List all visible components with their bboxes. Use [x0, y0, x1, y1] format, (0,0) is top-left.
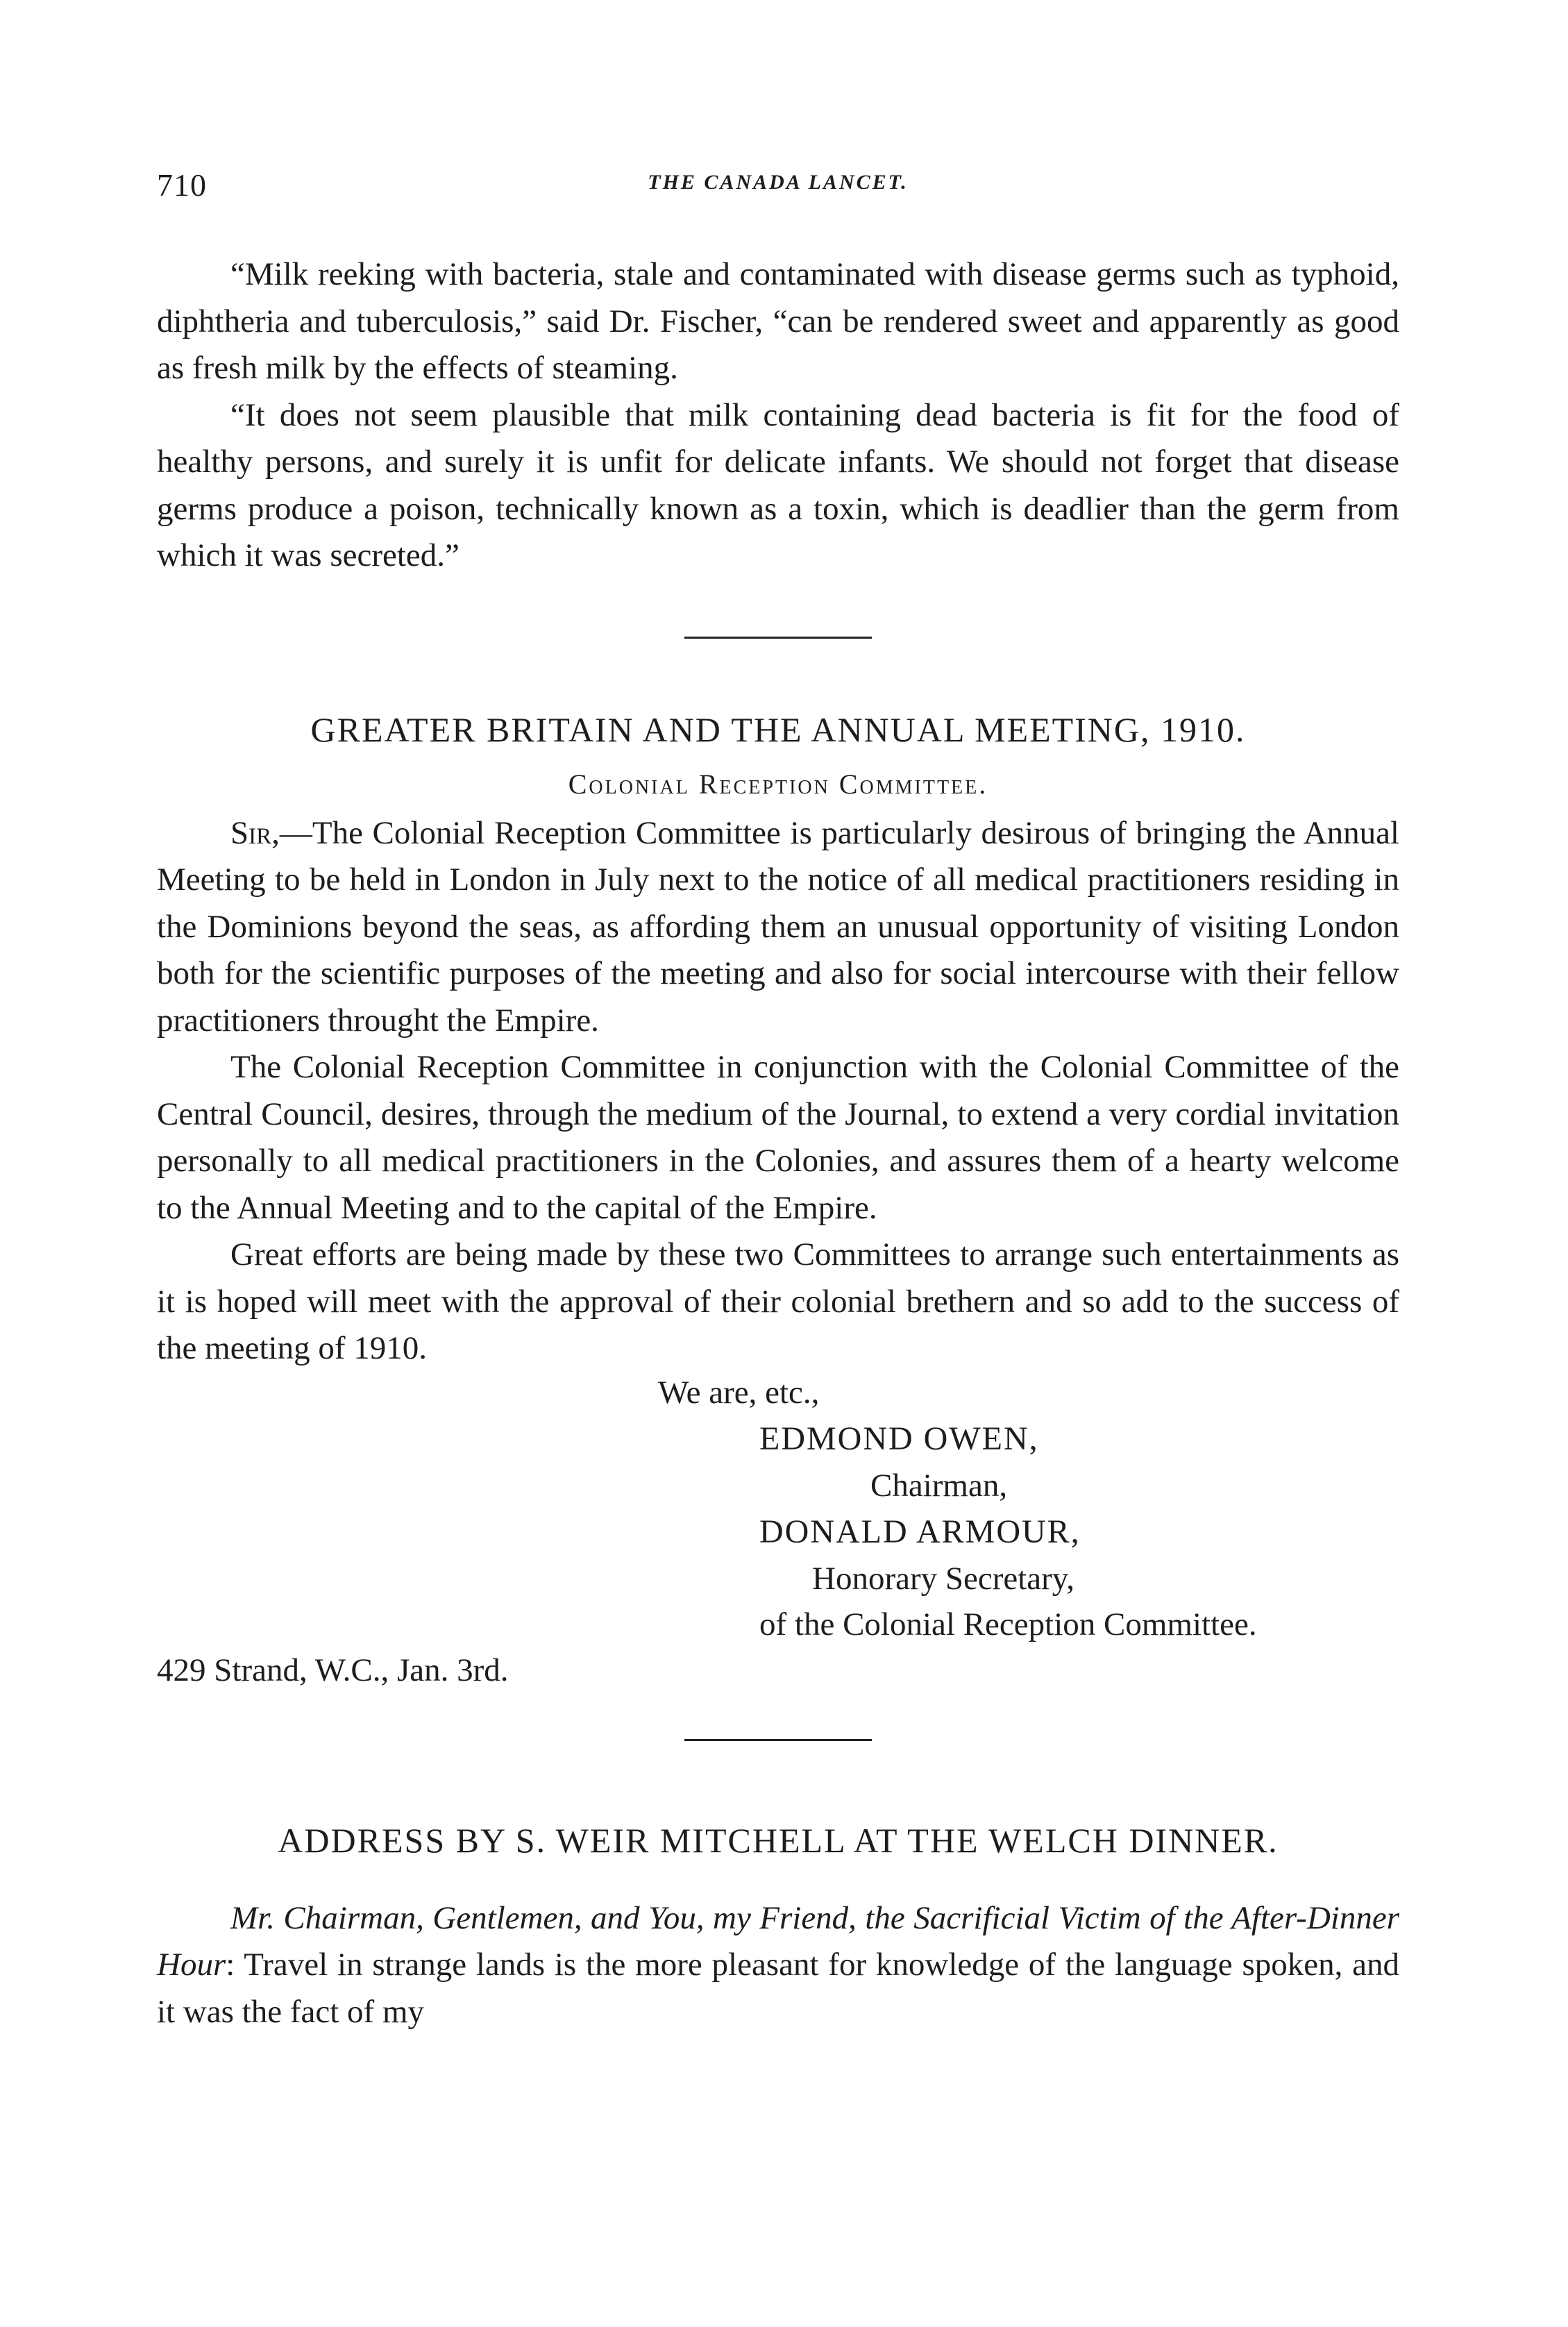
address-title: ADDRESS BY S. WEIR MITCHELL AT THE WELCH DINNER. — [278, 1820, 1279, 1860]
signer-name-1: EDMOND OWEN, — [759, 1420, 1039, 1457]
running-head — [157, 167, 1399, 208]
letter-closing: We are, etc., — [658, 1374, 820, 1411]
committee-line: of the Colonial Reception Committee. — [759, 1606, 1257, 1643]
letter-paragraph-1-text: —The Colonial Reception Committee is particularly desirous of bringing the Annual Meeting to be held in London in July next to the notice of all medical practitioners residing in the Dominions beyond the seas, as affording them an unusual opportunity of visiting London both for the scientific purposes of the meeting and also for social intercourse with their fellow practitioners throught the Empire. — [157, 814, 1399, 1039]
signature-block — [157, 1372, 1399, 1688]
address-salutation: Mr. Chairman, Gentlemen, and You, my Friend, the Sacrificial Victim of the After-Dinner Hour — [157, 1899, 1399, 1983]
quote-paragraph-1: “Milk reeking with bacteria, stale and contaminated with disease germs such as typhoid, diphtheria and tuberculosis,” said Dr. Fischer, “can be rendered sweet and apparently as good as fresh milk by the effects of steaming. — [157, 256, 1399, 386]
signer-role-1: Chairman, — [870, 1467, 1008, 1504]
page-number: 710 — [157, 167, 207, 203]
journal-title: THE CANADA LANCET. — [648, 171, 909, 194]
section-divider — [684, 637, 872, 639]
section-divider — [684, 1739, 872, 1741]
signer-role-2: Honorary Secretary, — [812, 1560, 1074, 1597]
letter-paragraph-2: The Colonial Reception Committee in conjunction with the Colonial Committee of the Central Council, desires, through the medium of the Journal, to extend a very cordial invitation personally to all medical practitioners in the Colonies, and assures them of a hearty welcome to the Annual Meeting and to the capital of the Empire. — [157, 1049, 1399, 1226]
letter-address: 429 Strand, W.C., Jan. 3rd. — [157, 1652, 509, 1688]
address-paragraph-1 — [157, 1895, 1399, 2036]
quote-paragraph-2: “It does not seem plausible that milk containing dead bacteria is fit for the food of healthy persons, and surely it is unfit for delicate infants. We should not forget that disease germs produce a poison, technically known as a toxin, which is deadlier than the germ from which it was secreted.” — [157, 396, 1399, 573]
letter-paragraph-3: Great efforts are being made by these two Committees to arrange such entertainments as it is hoped will meet with the approval of their colonial brethern and so add to the success of the meeting of 1910. — [157, 1236, 1399, 1366]
address-paragraph-1-text: : Travel in strange lands is the more pleasant for knowledge of the language spoken, and it was the fact of my — [157, 1947, 1399, 2030]
letter-salutation: Sir, — [230, 814, 280, 851]
letter-subtitle: Colonial Reception Committee. — [568, 768, 988, 800]
signer-name-2: DONALD ARMOUR, — [759, 1513, 1081, 1550]
letter-paragraph-1 — [157, 810, 1399, 1045]
letter-title: GREATER BRITAIN AND THE ANNUAL MEETING, 1910. — [310, 709, 1246, 749]
page — [157, 167, 1399, 2035]
